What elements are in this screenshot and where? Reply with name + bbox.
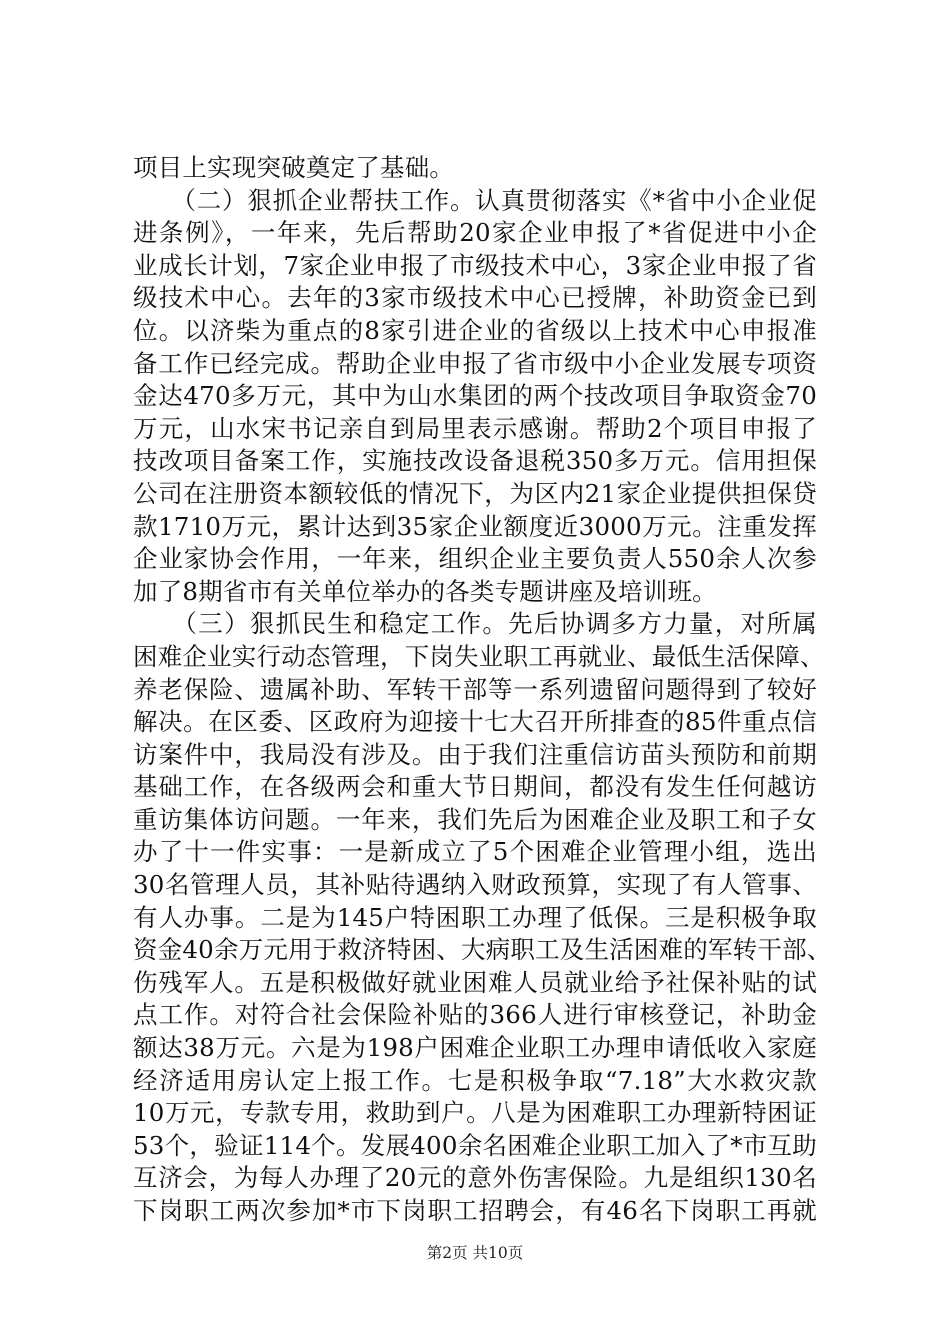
- text-line: 10万元，专款专用，救助到户。八是为困难职工办理新特困证: [133, 1098, 817, 1128]
- text-line: 经济适用房认定上报工作。七是积极争取“7.18”大水救灾款: [133, 1065, 817, 1095]
- text-line: 加了8期省市有关单位举办的各类专题讲座及培训班。: [133, 576, 717, 606]
- text-line: 公司在注册资本额较低的情况下，为区内21家企业提供担保贷: [133, 478, 817, 508]
- text-line: 基础工作，在各级两会和重大节日期间，都没有发生任何越访: [133, 772, 817, 802]
- text-line: 企业家协会作用，一年来，组织企业主要负责人550余人次参: [133, 544, 817, 574]
- text-line: 额达38万元。六是为198户困难企业职工办理申请低收入家庭: [133, 1033, 817, 1063]
- text-line: 养老保险、遗属补助、军转干部等一系列遗留问题得到了较好: [133, 674, 817, 704]
- text-line: 办了十一件实事：一是新成立了5个困难企业管理小组，选出: [133, 837, 817, 867]
- text-line: 解决。在区委、区政府为迎接十七大召开所排查的85件重点信: [133, 707, 817, 737]
- text-line: 30名管理人员，其补贴待遇纳入财政预算，实现了有人管事、: [133, 870, 817, 900]
- text-line: （三）狠抓民生和稳定工作。先后协调多方力量，对所属: [133, 609, 817, 639]
- page-footer: 第2页 共10页: [426, 1244, 524, 1262]
- text-line: 重访集体访问题。一年来，我们先后为困难企业及职工和子女: [133, 804, 817, 834]
- text-line: 业成长计划，7家企业申报了市级技术中心，3家企业申报了省: [133, 250, 817, 280]
- text-line: 位。以济柴为重点的8家引进企业的省级以上技术中心申报准: [133, 315, 817, 345]
- text-line: 万元，山水宋书记亲自到局里表示感谢。帮助2个项目申报了: [133, 413, 817, 443]
- text-line: 点工作。对符合社会保险补贴的366人进行审核登记，补助金: [133, 1000, 817, 1030]
- text-line: 下岗职工两次参加*市下岗职工招聘会，有46名下岗职工再就: [133, 1196, 817, 1225]
- text-line: 技改项目备案工作，实施技改设备退税350多万元。信用担保: [133, 446, 817, 476]
- text-line: 资金40余万元用于救济特困、大病职工及生活困难的军转干部、: [133, 935, 832, 965]
- text-line: 困难企业实行动态管理，下岗失业职工再就业、最低生活保障、: [133, 641, 825, 671]
- text-line: 互济会，为每人办理了20元的意外伤害保险。九是组织130名: [133, 1163, 817, 1193]
- text-line: 款1710万元，累计达到35家企业额度近3000万元。注重发挥: [133, 511, 817, 541]
- text-line: 级技术中心。去年的3家市级技术中心已授牌，补助资金已到: [133, 283, 817, 313]
- text-line: 金达470多万元，其中为山水集团的两个技改项目争取资金70: [133, 381, 817, 411]
- text-line: 有人办事。二是为145户特困职工办理了低保。三是积极争取: [133, 902, 817, 932]
- text-line: 访案件中，我局没有涉及。由于我们注重信访苗头预防和前期: [133, 739, 817, 769]
- text-line: 进条例》，一年来，先后帮助20家企业申报了*省促进中小企: [133, 218, 817, 248]
- text-line: 伤残军人。五是积极做好就业困难人员就业给予社保补贴的试: [133, 967, 817, 997]
- text-line: 项目上实现突破奠定了基础。: [133, 153, 455, 182]
- document-body: [133, 152, 832, 1228]
- text-line: 53个，验证114个。发展400余名困难企业职工加入了*市互助: [133, 1130, 817, 1160]
- text-line: （二）狠抓企业帮扶工作。认真贯彻落实《*省中小企业促: [133, 185, 817, 215]
- text-line: 备工作已经完成。帮助企业申报了省市级中小企业发展专项资: [133, 348, 817, 378]
